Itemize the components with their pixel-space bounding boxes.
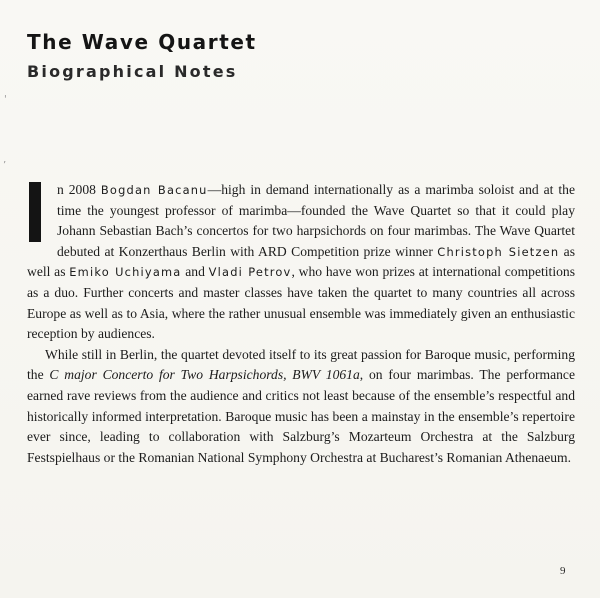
page-subtitle: Biographical Notes <box>27 62 238 81</box>
margin-mark: ' <box>4 94 7 105</box>
page-title: The Wave Quartet <box>27 30 257 54</box>
text-run: , on four marimbas. The performance earned rave reviews from the audience and critics not least because of the ensemble’s respectful and historically informed interpretation. Baroque music has been a mainstay in the ensemble’s repertoire ever since, leading to collaboration with Salzburg’s Mozarteum Orchestra at the Salzburg Festspielhaus or the Romanian National Symphony Orchestra at Bucharest’s Romanian Athenaeum. <box>27 367 575 465</box>
paragraph <box>27 345 575 469</box>
performer-name: Bogdan Bacanu <box>100 183 208 197</box>
performer-name: Emiko Uchiyama <box>69 265 182 280</box>
text-run: as well as <box>27 243 576 280</box>
work-title: C major Concerto for Two Harpsichords, BWV 1061a <box>49 367 360 383</box>
text-run: n 2008 <box>57 182 101 197</box>
performer-name: Vladi Petrov <box>208 265 292 280</box>
page-number: 9 <box>560 565 566 577</box>
performer-name: Christoph Sietzen <box>437 244 560 259</box>
drop-cap-letter <box>29 182 41 242</box>
margin-mark: ’ <box>3 160 7 171</box>
text-run: While still in Berlin, the quartet devoted itself to its great passion for Baroque music, performing the <box>27 346 575 383</box>
text-run: and <box>181 264 209 280</box>
paragraph <box>27 180 575 345</box>
text-run: , who have won prizes at international competitions as a duo. Further concerts and master classes have taken the quartet to many countries all across Europe as well as to Asia, where the rather unusual ensemble was immediately given an enthusiastic reception by audiences. <box>27 264 575 342</box>
biography-text <box>27 180 575 468</box>
text-run: —high in demand internationally as a marimba soloist and at the time the youngest professor of marimba—founded the Wave Quartet so that it could play Johann Sebastian Bach’s concertos for two harpsichords on four marimbas. The Wave Quartet debuted at Konzerthaus Berlin with ARD Competition prize winner <box>57 182 576 259</box>
